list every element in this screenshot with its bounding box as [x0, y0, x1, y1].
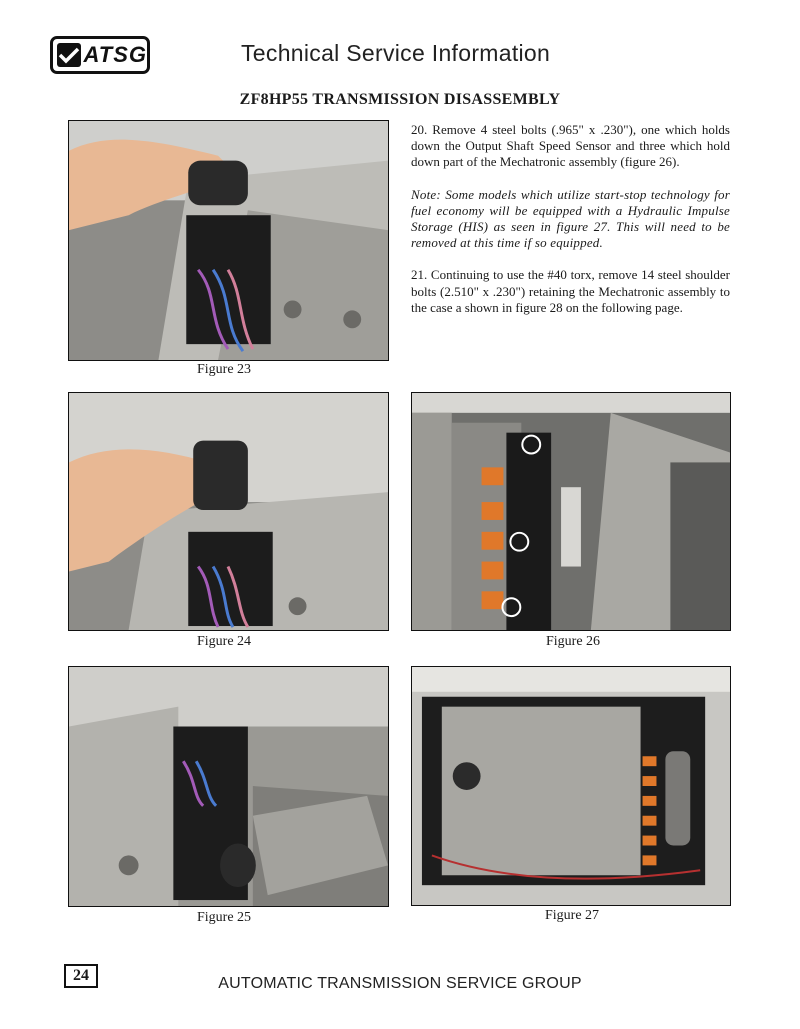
figure-24-photo — [68, 392, 389, 631]
footer-org: AUTOMATIC TRANSMISSION SERVICE GROUP — [218, 975, 582, 992]
figure-23-caption: Figure 23 — [197, 362, 252, 377]
step-21-text: 21. Continuing to use the #40 torx, remove 14 steel shoulder bolts (2.510" x .230") retaining the Mechatronic assembly to the case a shown in figure 28 on the following page. — [411, 267, 730, 315]
logo-text: ATSG — [83, 42, 147, 67]
header-title: Technical Service Information — [241, 40, 551, 66]
atsg-logo — [50, 36, 150, 74]
checkmark-icon — [57, 43, 81, 67]
figure-27-photo — [411, 666, 731, 906]
figure-24-caption: Figure 24 — [197, 634, 252, 649]
figure-26-photo — [411, 392, 731, 631]
figure-25-photo — [68, 666, 389, 907]
section-title: ZF8HP55 TRANSMISSION DISASSEMBLY — [239, 91, 561, 108]
figure-26-caption: Figure 26 — [546, 634, 601, 649]
note-text: Note: Some models which utilize start-stop technology for fuel economy will be equipped with a Hydraulic Impulse Storage (HIS) as seen in figure 27. This will need to be removed at this time if so equipped. — [411, 186, 730, 251]
page-number: 24 — [64, 964, 98, 988]
figure-25-caption: Figure 25 — [197, 910, 252, 925]
step-20-text: 20. Remove 4 steel bolts (.965" x .230"), one which holds down the Output Shaft Speed Sensor and three which hold down part of the Mechatronic assembly (figure 26). — [411, 122, 730, 170]
instruction-text — [411, 122, 730, 332]
figure-27-caption: Figure 27 — [545, 908, 600, 923]
figure-23-photo — [68, 120, 389, 361]
